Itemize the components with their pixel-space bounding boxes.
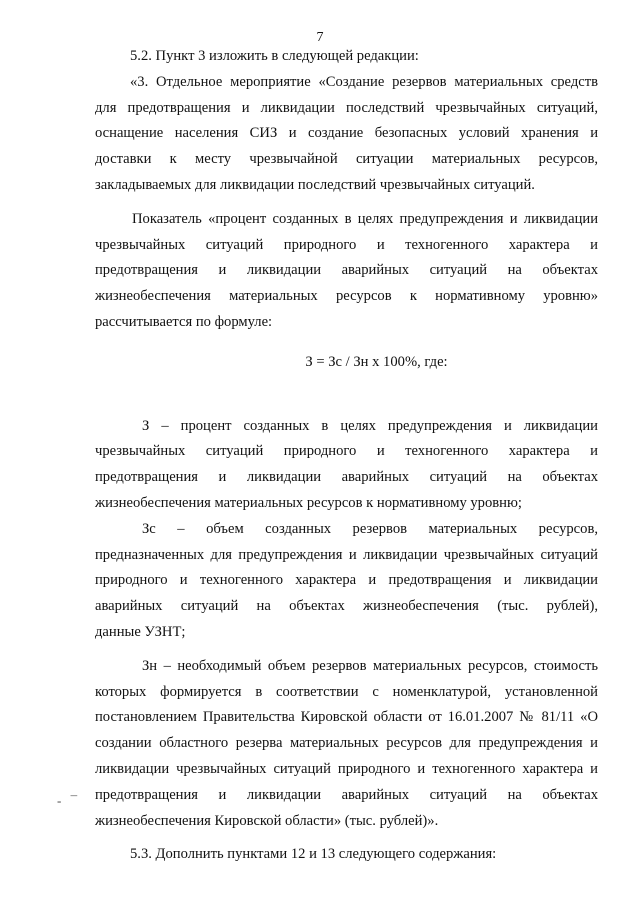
page-number: 7: [316, 30, 324, 45]
indicator-line: жизнеобеспечения материальных ресурсов к нормативному уровню»: [95, 288, 598, 305]
definition-line: данные УЗНТ;: [95, 623, 186, 640]
definition-line: которых формируется в соответствии с номенклатурой, установленной: [95, 683, 598, 700]
measure-paragraph: [95, 70, 598, 199]
definition-line: постановлением Правительства Кировской области от 16.01.2007 № 81/11 «О: [95, 709, 598, 726]
indicator-line: предотвращения и ликвидации аварийных ситуаций на объектах: [95, 262, 598, 279]
formula: З = Зс / Зн х 100%, где:: [305, 353, 448, 370]
definition-line: жизнеобеспечения материальных ресурсов к нормативному уровню;: [95, 494, 522, 511]
definition-line: ликвидации чрезвычайных ситуаций природного и техногенного характера и: [95, 760, 598, 777]
definition-zs: [95, 517, 598, 646]
definition-line: предотвращения и ликвидации аварийных ситуаций на объектах: [95, 469, 598, 486]
definition-line: предназначенных для предупреждения и ликвидации чрезвычайных ситуаций: [95, 546, 598, 563]
definition-line: Зс – объем созданных резервов материальных ресурсов,: [142, 520, 598, 537]
definition-line: природного и техногенного характера и предотвращения и ликвидации: [95, 572, 598, 589]
indicator-line: рассчитывается по формуле:: [95, 313, 273, 330]
measure-line: для предотвращения и ликвидации последствий чрезвычайных ситуаций,: [95, 99, 598, 116]
indicator-line: чрезвычайных ситуаций природного и техногенного характера и: [95, 236, 598, 253]
measure-line: «3. Отдельное мероприятие «Создание резервов материальных средств: [130, 73, 598, 90]
measure-line: закладываемых для ликвидации последствий чрезвычайных ситуаций.: [95, 176, 535, 193]
definition-line: чрезвычайных ситуаций природного и техногенного характера и: [95, 443, 598, 460]
indicator-paragraph: [95, 207, 598, 336]
definition-line: З – процент созданных в целях предупреждения и ликвидации: [142, 417, 598, 434]
definition-line: аварийных ситуаций на объектах жизнеобеспечения (тыс. рублей),: [95, 598, 598, 615]
measure-line: оснащение населения СИЗ и создание безопасных условий хранения и: [95, 125, 598, 142]
indicator-line: Показатель «процент созданных в целях предупреждения и ликвидации: [132, 210, 598, 227]
item-5-2: 5.2. Пункт 3 изложить в следующей редакции:: [130, 48, 419, 64]
document-body: [95, 44, 598, 868]
definition-line: создании областного резерва материальных ресурсов для предупреждения и: [95, 735, 598, 752]
definition-line: предотвращения и ликвидации аварийных ситуаций на объектах: [95, 786, 598, 803]
definition-zn: [95, 654, 598, 835]
margin-mark: - ¯: [57, 793, 81, 808]
measure-line: доставки к месту чрезвычайной ситуации материальных ресурсов,: [95, 151, 598, 168]
definition-line: жизнеобеспечения Кировской области» (тыс. рублей)».: [95, 812, 439, 829]
definition-line: Зн – необходимый объем резервов материальных ресурсов, стоимость: [142, 657, 598, 674]
item-5-3: 5.3. Дополнить пунктами 12 и 13 следующего содержания:: [130, 846, 497, 863]
definition-z: [95, 414, 598, 517]
